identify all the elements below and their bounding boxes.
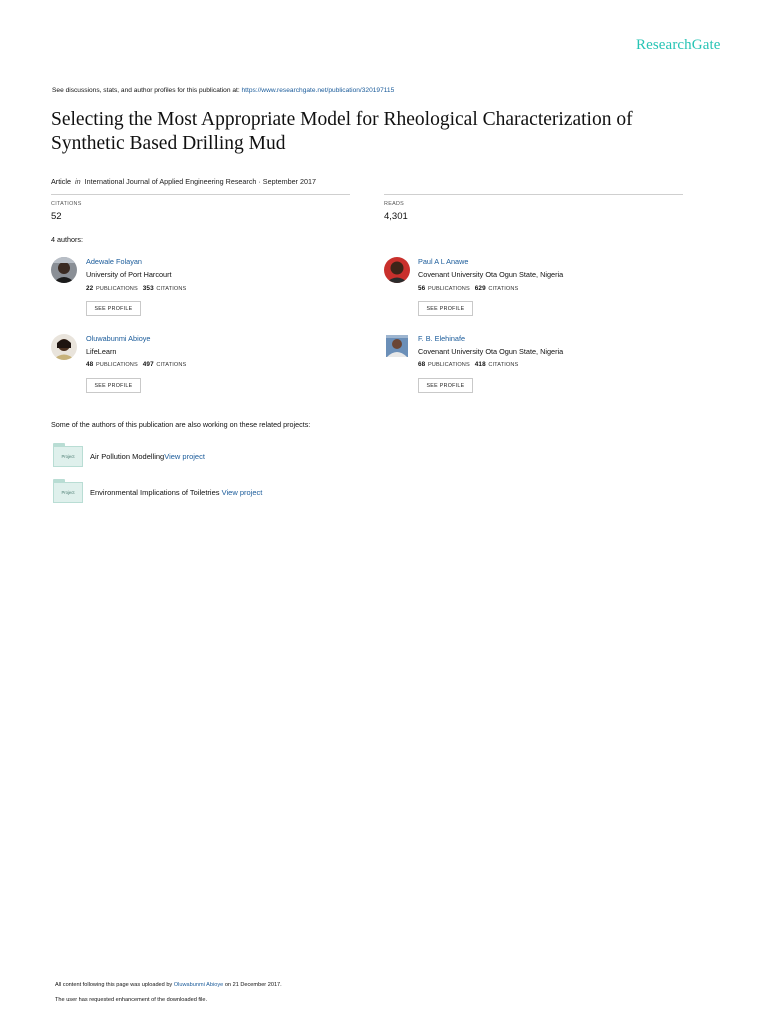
upload-suffix: on 21 December 2017. (224, 982, 282, 988)
publications-count: 68 (418, 361, 426, 368)
researchgate-logo[interactable]: ResearchGate (636, 37, 721, 53)
enhancement-note: The user has requested enhancement of the downloaded file. (55, 997, 208, 1003)
project-folder-icon (53, 482, 83, 503)
citations-count: 497 (142, 361, 154, 368)
project-name: Environmental Implications of Toiletries (90, 488, 220, 497)
author-name-link[interactable]: Adewale Folayan (86, 257, 142, 266)
discussions-line (52, 87, 394, 94)
author-name-link[interactable]: F. B. Elehinafe (418, 334, 466, 343)
see-profile-button[interactable]: SEE PROFILE (86, 378, 141, 393)
project-name: Air Pollution Modelling (90, 452, 165, 461)
citations-count: 418 (474, 361, 486, 368)
citations-count: 629 (474, 285, 486, 292)
citations-value: 52 (51, 211, 62, 222)
publications-count: 48 (86, 361, 94, 368)
publication-url-link[interactable]: https://www.researchgate.net/publication/320197115 (241, 87, 395, 94)
stats-divider-right (384, 194, 683, 195)
related-projects-heading: Some of the authors of this publication are also working on these related projects: (51, 420, 311, 429)
author-stats (418, 285, 518, 292)
citations-label: CITATIONS (51, 201, 82, 207)
project-row (90, 488, 262, 497)
article-type: Article (51, 177, 71, 186)
publication-meta (51, 177, 316, 186)
avatar[interactable] (386, 335, 408, 357)
publications-count: 22 (86, 285, 94, 292)
author-affiliation: Covenant University Ota Ogun State, Nigeria (418, 347, 564, 356)
project-icon-label: Project (61, 490, 75, 495)
reads-value: 4,301 (384, 211, 408, 222)
citations-count: 353 (142, 285, 154, 292)
publications-label: PUBLICATIONS (427, 362, 470, 368)
stats-divider-left (51, 194, 350, 195)
see-profile-button[interactable]: SEE PROFILE (418, 301, 473, 316)
author-affiliation: Covenant University Ota Ogun State, Nigeria (418, 270, 564, 279)
author-affiliation: University of Port Harcourt (86, 270, 172, 279)
uploader-link[interactable]: Oluwabunmi Abioye (173, 982, 224, 988)
avatar[interactable] (384, 257, 410, 283)
journal-name: International Journal of Applied Engineering Research · September 2017 (84, 177, 316, 186)
author-name-link[interactable]: Paul A L Anawe (418, 257, 469, 266)
authors-heading: 4 authors: (51, 235, 83, 244)
view-project-link[interactable]: View project (164, 452, 205, 461)
citations-label: CITATIONS (156, 362, 187, 368)
citations-label: CITATIONS (488, 362, 519, 368)
in-label: in (74, 177, 81, 186)
author-affiliation: LifeLearn (86, 347, 117, 356)
author-stats (86, 361, 186, 368)
publication-title: Selecting the Most Appropriate Model for Rheological Characterization of Synthetic Based Drilling Mud (51, 109, 633, 154)
reads-label: READS (384, 201, 405, 207)
see-profile-button[interactable]: SEE PROFILE (418, 378, 473, 393)
avatar[interactable] (51, 257, 77, 283)
view-project-link[interactable]: View project (221, 488, 263, 497)
publications-label: PUBLICATIONS (95, 362, 138, 368)
citations-label: CITATIONS (156, 286, 187, 292)
upload-note (55, 982, 282, 988)
avatar[interactable] (51, 334, 77, 360)
upload-prefix: All content following this page was uploaded by (55, 982, 173, 988)
project-row (90, 452, 205, 461)
author-stats (86, 285, 186, 292)
publications-label: PUBLICATIONS (427, 286, 470, 292)
project-icon-label: Project (61, 454, 75, 459)
author-name-link[interactable]: Oluwabunmi Abioye (86, 334, 151, 343)
author-stats (418, 361, 518, 368)
see-profile-button[interactable]: SEE PROFILE (86, 301, 141, 316)
citations-label: CITATIONS (488, 286, 519, 292)
publications-label: PUBLICATIONS (95, 286, 138, 292)
publications-count: 56 (418, 285, 426, 292)
project-folder-icon (53, 446, 83, 467)
discussions-text: See discussions, stats, and author profiles for this publication at: (52, 87, 240, 94)
